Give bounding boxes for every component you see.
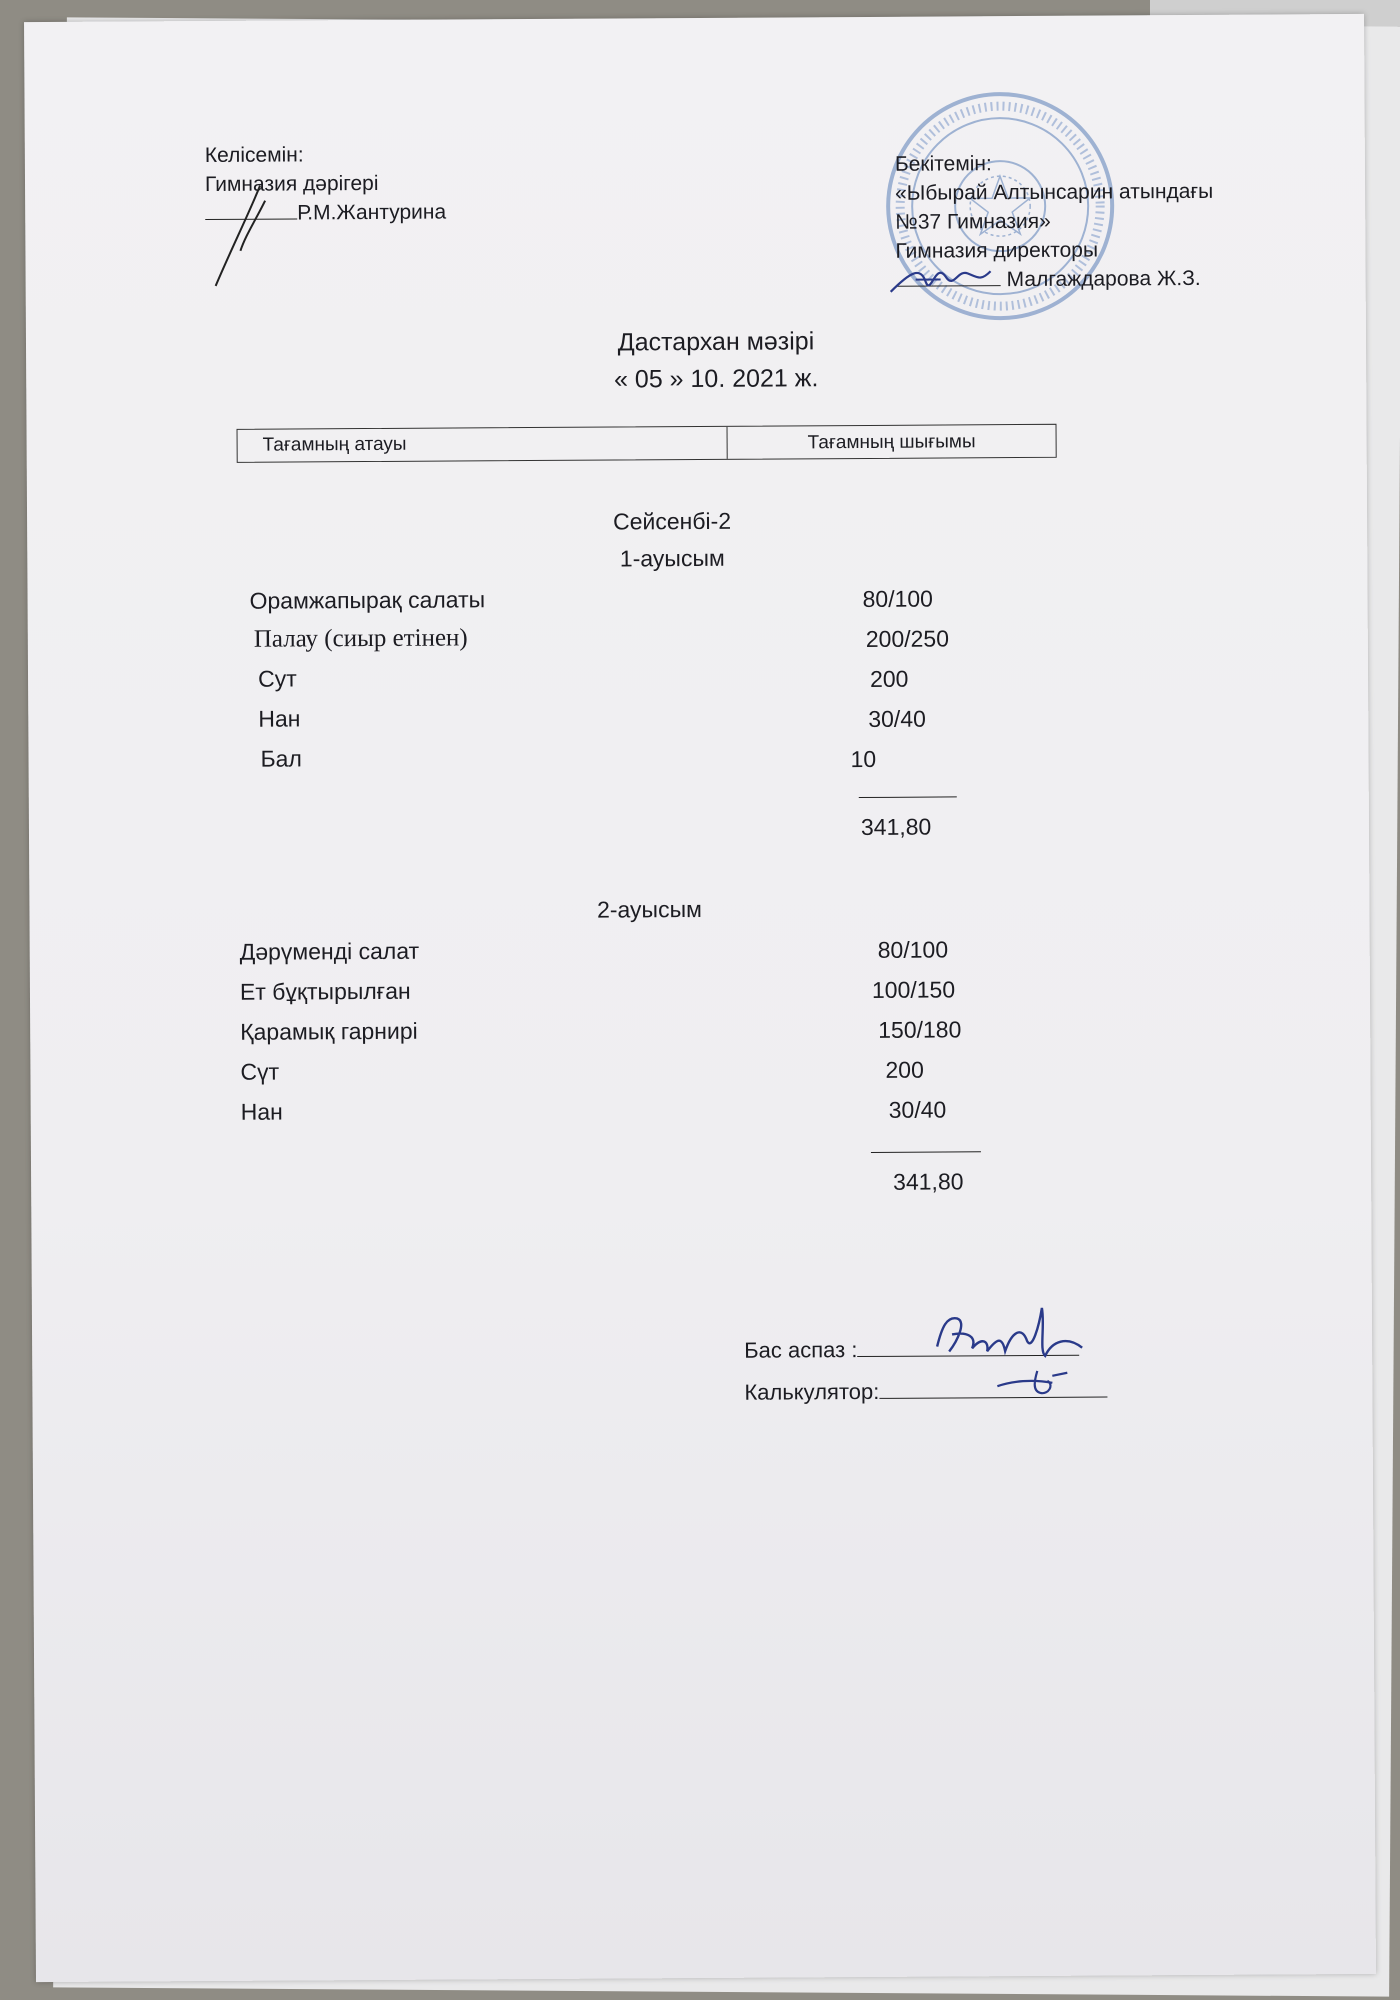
- chef-label: Бас аспаз :: [744, 1337, 858, 1363]
- shift2-item-name: Дәрүменді салат: [239, 937, 420, 965]
- approval-heading: Бекітемін:: [894, 152, 992, 176]
- document-page: [24, 14, 1376, 1982]
- shift1-item-name: Бал: [260, 745, 302, 772]
- calculator-signature: [992, 1361, 1082, 1402]
- shift2-total: 341,80: [893, 1168, 964, 1195]
- approval-org-line2: №37 Гимназия»: [895, 209, 1051, 234]
- shift1-item-yield: 10: [850, 745, 877, 773]
- shift2-item-yield: 200: [885, 1056, 924, 1083]
- header-dish-yield: Тағамның шығымы: [807, 431, 976, 454]
- menu-header-table: [237, 424, 1057, 463]
- shift1-item-yield: 80/100: [862, 585, 934, 612]
- approval-role: Гимназия директоры: [895, 238, 1099, 263]
- shift2-item-name: Нан: [240, 1098, 283, 1125]
- shift2-item-yield: 150/180: [878, 1016, 962, 1043]
- total-rule: [859, 796, 957, 798]
- shift1-total: 341,80: [860, 813, 932, 841]
- shift1-title: 1-ауысым: [619, 544, 725, 572]
- shift2-title: 2-ауысым: [596, 895, 702, 923]
- shift1-item-name: Палау (сиыр етінен): [253, 624, 468, 653]
- approval-org-line1: «Ыбырай Алтынсарин атындағы: [895, 179, 1214, 205]
- document-title: Дастархан мәзірі: [617, 327, 815, 357]
- shift1-item-yield: 200/250: [865, 625, 950, 652]
- calculator-label: Калькулятор:: [744, 1378, 880, 1405]
- shift2-item-yield: 80/100: [877, 936, 949, 963]
- shift1-item-yield: 30/40: [868, 705, 926, 732]
- shift2-item-name: Қарамық гарнирі: [240, 1017, 418, 1045]
- day-label: Сейсенбі-2: [613, 507, 732, 535]
- shift2-item-yield: 100/150: [871, 976, 956, 1003]
- agreement-role: Гимназия дәрігері: [204, 171, 379, 197]
- total-rule: [871, 1151, 981, 1153]
- shift2-item-yield: 30/40: [888, 1096, 947, 1123]
- shift2-item-name: Сүт: [240, 1058, 280, 1085]
- agreement-name: Р.М.Жантурина: [297, 200, 447, 225]
- shift1-item-name: Нан: [258, 705, 301, 732]
- header-dish-name: Тағамның атауы: [238, 427, 728, 462]
- shift2-item-name: Ет бұқтырылған: [239, 977, 411, 1005]
- shift1-item-name: Орамжапырақ салаты: [249, 586, 486, 614]
- director-signature: [885, 251, 995, 312]
- shift1-item-name: Сут: [257, 665, 297, 692]
- shift1-item-yield: 200: [869, 665, 909, 692]
- document-date: « 05 » 10. 2021 ж.: [613, 364, 819, 394]
- approval-name: Малгаждарова Ж.З.: [1006, 266, 1201, 292]
- agreement-heading: Келісемін:: [204, 143, 304, 168]
- doctor-signature: [205, 180, 296, 291]
